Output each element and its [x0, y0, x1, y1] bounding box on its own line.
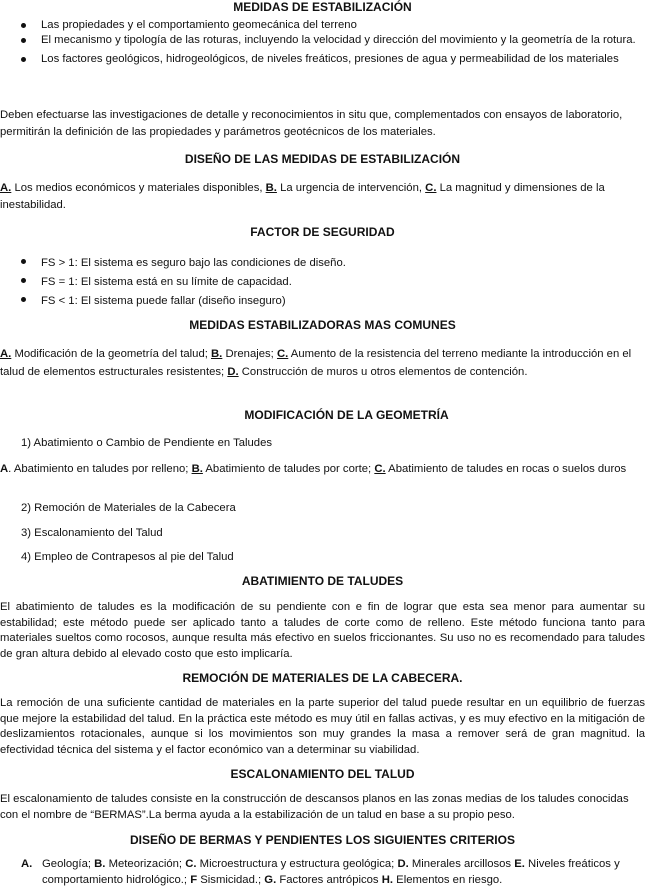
paragraph-abatimiento: El abatimiento de taludes es la modificación de su pendiente con e fin de lograr que esta sea menor para aumentar su estabilidad; este método puede ser aplicado tanto a taludes de corte como de relleno. Este método funciona tanto para materiales sueltos como rocosos, aunque resulta más efectivo en suelos friccionantes. Su uso no es recomendado para taludes de gran altura debido al elevado costo que esto implicaría.: [0, 601, 645, 660]
marker-h: H.: [381, 873, 394, 886]
marker-c: C.: [276, 348, 289, 360]
marker-a: A.: [21, 858, 33, 870]
paragraph-remocion: La remoción de una suficiente cantidad de materiales en la parte superior del talud puede resultar en un equilibrio de fuerzas que mejore la estabilidad del talud. En la práctica este método es muy útil en fallas activas, y es muy efectivo en la mitigación de deslizamientos rotacionales, aunque si los movimientos son muy grandes la masa a remover será de gran magnitud. la efectividad técnica del sistema y el factor económico van a determinar su viabilidad.: [0, 697, 645, 756]
heading-escalonamiento: ESCALONAMIENTO DEL TALUD: [230, 767, 415, 781]
list-item: FS > 1: El sistema es seguro bajo las condiciones de diseño.: [0, 254, 645, 273]
item-escalonamiento: 3) Escalonamiento del Talud: [21, 527, 163, 539]
criterion-text: Elementos en riesgo.: [393, 873, 503, 886]
list-item: Las propiedades y el comportamiento geomecánica del terreno: [0, 18, 645, 34]
paragraph-investigaciones: Deben efectuarse las investigaciones de detalle y reconocimientos in situ que, complementados con ensayos de laboratorio, permitirán la definición de las propiedades y parámetros geotécnicos de los materiales.: [0, 109, 623, 138]
heading-diseno-bermas: DISEÑO DE BERMAS Y PENDIENTES LOS SIGUIENTES CRITERIOS: [130, 833, 515, 847]
marker-d: D.: [397, 858, 409, 870]
criteria-text: [42, 857, 643, 888]
criterion-text: Sismicidad.;: [197, 873, 265, 886]
criterion-text: Factores antrópicos: [276, 873, 382, 886]
marker-d: D.: [227, 366, 239, 378]
bullet-list-factors: [0, 18, 645, 68]
heading-diseno-medidas: DISEÑO DE LAS MEDIDAS DE ESTABILIZACIÓN: [184, 152, 461, 166]
marker-g: G.: [264, 873, 277, 886]
paragraph-abatimiento-tipos: [0, 462, 645, 478]
list-item: FS < 1: El sistema puede fallar (diseño inseguro): [0, 292, 645, 311]
marker-b: B.: [211, 348, 223, 360]
criterion-text: La magnitud y dimensiones de la inestabilidad.: [0, 182, 605, 211]
heading-medidas-estabilizacion: MEDIDAS DE ESTABILIZACIÓN: [233, 0, 412, 14]
criteria-list: [0, 857, 645, 888]
paragraph-diseno-criterios: [0, 180, 645, 214]
item-remocion: 2) Remoción de Materiales de la Cabecera: [21, 502, 236, 514]
item-abatimiento: 1) Abatimiento o Cambio de Pendiente en Taludes: [21, 437, 273, 449]
criterion-text: Meteorización;: [105, 858, 186, 870]
section-medidas-estabilizacion: [0, 0, 645, 67]
heading-medidas-comunes: MEDIDAS ESTABILIZADORAS MAS COMUNES: [189, 318, 456, 332]
marker-b: B.: [265, 182, 277, 194]
measure-text: Modificación de la geometría del talud;: [11, 348, 212, 360]
marker-b: B.: [191, 463, 203, 475]
item-contrapesos: 4) Empleo de Contrapesos al pie del Talud: [21, 551, 234, 563]
list-item: El mecanismo y tipología de las roturas, incluyendo la velocidad y dirección del movimiento y la geometría de la rotura.: [0, 33, 645, 49]
marker-a: A.: [0, 348, 12, 360]
measure-text: Drenajes;: [222, 348, 277, 360]
heading-remocion-cabecera: REMOCIÓN DE MATERIALES DE LA CABECERA.: [182, 671, 463, 685]
type-text: Abatimiento de taludes en rocas o suelos duros: [385, 463, 627, 475]
marker-e: E.: [514, 858, 525, 870]
type-text: Abatimiento de taludes por corte;: [202, 463, 375, 475]
criterion-text: Los medios económicos y materiales disponibles,: [11, 182, 266, 194]
marker-a: A: [0, 463, 9, 475]
type-text: . Abatimiento en taludes por relleno;: [8, 463, 192, 475]
heading-modificacion-geometria: MODIFICACIÓN DE LA GEOMETRÍA: [244, 408, 449, 422]
criterion-text: La urgencia de intervención,: [276, 182, 426, 194]
measure-text: Aumento de la resistencia del terreno mediante la introducción en el talud de elementos estructurales resistentes;: [0, 348, 632, 378]
marker-b: B.: [94, 858, 106, 870]
heading-abatimiento-taludes: ABATIMIENTO DE TALUDES: [241, 574, 404, 588]
bullet-list-fs: [0, 254, 645, 311]
list-item: Los factores geológicos, hidrogeológicos, de niveles freáticos, presiones de agua y permeabilidad de los materiales: [0, 52, 645, 68]
criterion-text: Microestructura y estructura geológica;: [196, 858, 398, 870]
heading-factor-seguridad: FACTOR DE SEGURIDAD: [250, 225, 395, 239]
marker-a: A.: [0, 182, 12, 194]
measure-text: Construcción de muros u otros elementos de contención.: [238, 366, 528, 378]
criterion-text: Minerales arcillosos: [408, 858, 515, 870]
marker-c: C.: [374, 463, 386, 475]
criterion-text: Niveles freáticos y comportamiento hidrológico.;: [42, 858, 620, 886]
marker-c: C.: [185, 858, 197, 870]
paragraph-medidas-comunes: [0, 345, 645, 381]
marker-c: C.: [425, 182, 437, 194]
marker-f: F: [190, 873, 198, 886]
criterion-text: Geología;: [42, 858, 95, 870]
list-item: FS = 1: El sistema está en su límite de capacidad.: [0, 273, 645, 292]
paragraph-escalonamiento: El escalonamiento de taludes consiste en la construcción de descansos planos en las zonas medias de los taludes conocidas con el nombre de “BERMAS”.La berma ayuda a la estabilización de un talud en base a su propio peso.: [0, 793, 629, 821]
